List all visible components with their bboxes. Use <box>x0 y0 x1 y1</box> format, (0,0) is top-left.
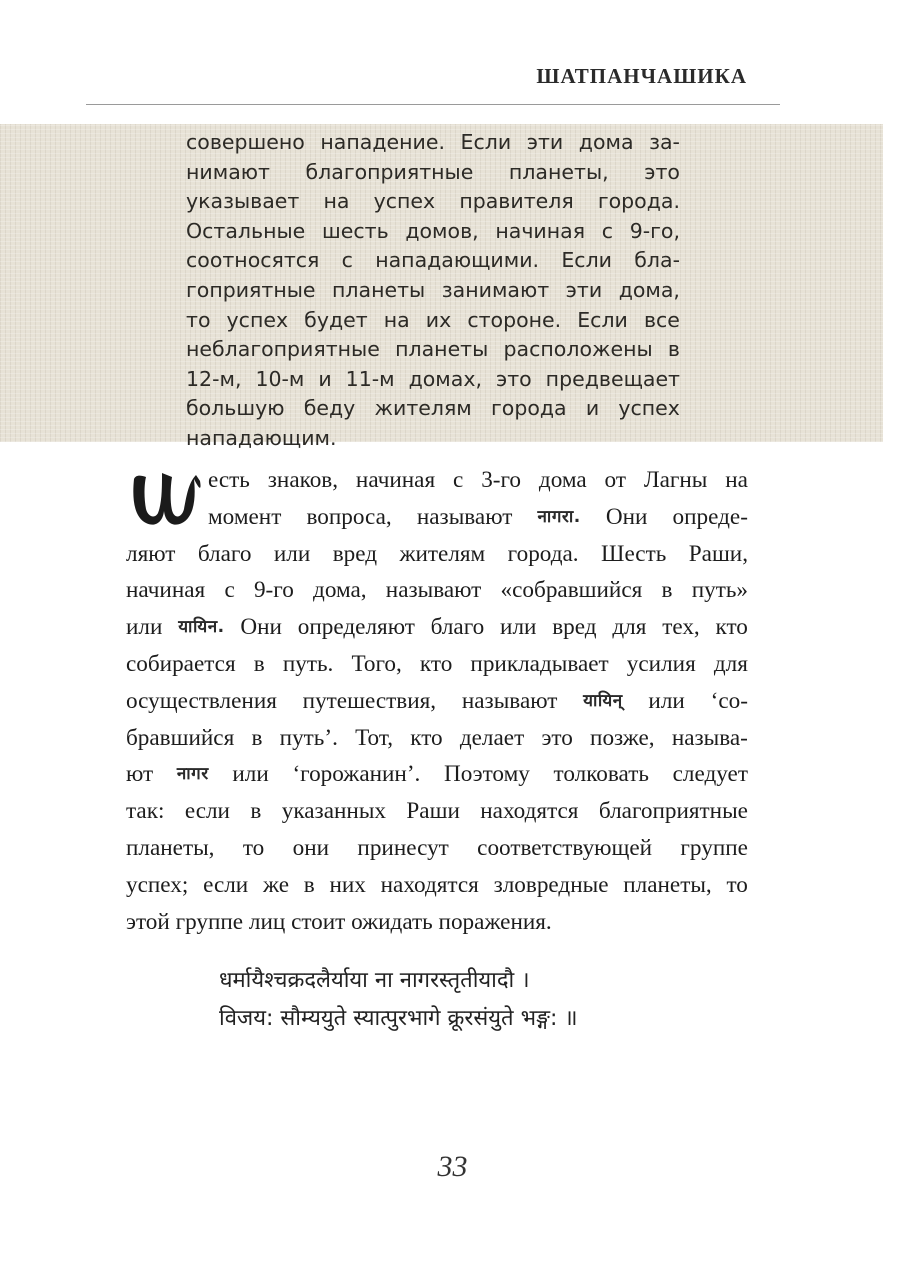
paragraph-line-3: ляют благо или вред жителям города. Шесть Раши, <box>126 540 748 567</box>
paragraph-line-1: есть знаков, начиная с 3-го дома от Лагны на <box>208 467 748 493</box>
paragraph-line-13: этой группе лиц стоит ожидать поражения. <box>126 908 552 935</box>
commentary-line: 12-м, 10-м и 11-м домах, это предвещает <box>186 366 680 391</box>
devanagari-term: नागरा. <box>537 506 581 527</box>
commentary-line: большую беду жителям города и успех <box>186 396 680 421</box>
paragraph-line-6: собирается в путь. Того, кто прикладывает усилия для <box>126 650 748 677</box>
paragraph-line-7: осуществления путешествия, называют यायिन् или ‘со- <box>126 683 748 720</box>
commentary-line: неблагоприятные планеты расположены в <box>186 337 680 362</box>
paragraph-line-4: начиная с 9-го дома, называют «собравшийся в путь» <box>126 577 748 604</box>
paragraph-line-12: успех; если же в них находятся зловредные планеты, то <box>126 871 748 898</box>
paragraph-line-8: бравшийся в путь’. Тот, кто делает это позже, называ- <box>126 724 748 751</box>
commentary-line: совершено нападение. Если эти дома за- <box>186 130 680 154</box>
commentary-line: нимают благоприятные планеты, это <box>186 159 680 184</box>
header-rule <box>86 104 780 105</box>
paragraph-line-10: так: если в указанных Раши находятся благоприятные <box>126 798 748 825</box>
verse-line-2: विजय: सौम्ययुते स्यात्पुरभागे क्रूरसंयुते भङ्ग: ॥ <box>219 1006 578 1031</box>
paragraph-line-9: ют नागर или ‘горожанин’. Поэтому толковать следует <box>126 756 748 793</box>
page-number: 33 <box>437 1150 468 1183</box>
running-header: ШАТПАНЧАШИКА <box>536 64 747 88</box>
paragraph-line-11: планеты, то они принесут соответствующей группе <box>126 834 748 861</box>
commentary-line: Остальные шесть домов, начиная с 9-го, <box>186 218 680 243</box>
verse-line-1: धर्मायैश्चक्रदलैर्याया ना नागरस्तृतीयादौ । <box>219 968 530 993</box>
commentary-line: нападающим. <box>186 425 337 450</box>
devanagari-term: नागर <box>176 764 209 785</box>
commentary-line: то успех будет на их стороне. Если все <box>186 307 680 332</box>
commentary-line: гоприятные планеты занимают эти дома, <box>186 277 680 302</box>
commentary-text <box>186 128 680 454</box>
devanagari-term: यायिन् <box>583 690 623 711</box>
commentary-line: указывает на успех правителя города. <box>186 189 680 214</box>
devanagari-term: यायिन. <box>178 617 225 638</box>
paragraph-line-5: или यायिन. Они определяют благо или вред для тех, кто <box>126 609 748 646</box>
commentary-line: соотносятся с нападающими. Если бла- <box>186 248 680 273</box>
sanskrit-verse <box>219 962 659 1038</box>
main-text <box>126 462 748 940</box>
dropcap <box>126 469 202 531</box>
paragraph-line-2: момент вопроса, называют नागरा. Они опреде- <box>126 499 748 536</box>
